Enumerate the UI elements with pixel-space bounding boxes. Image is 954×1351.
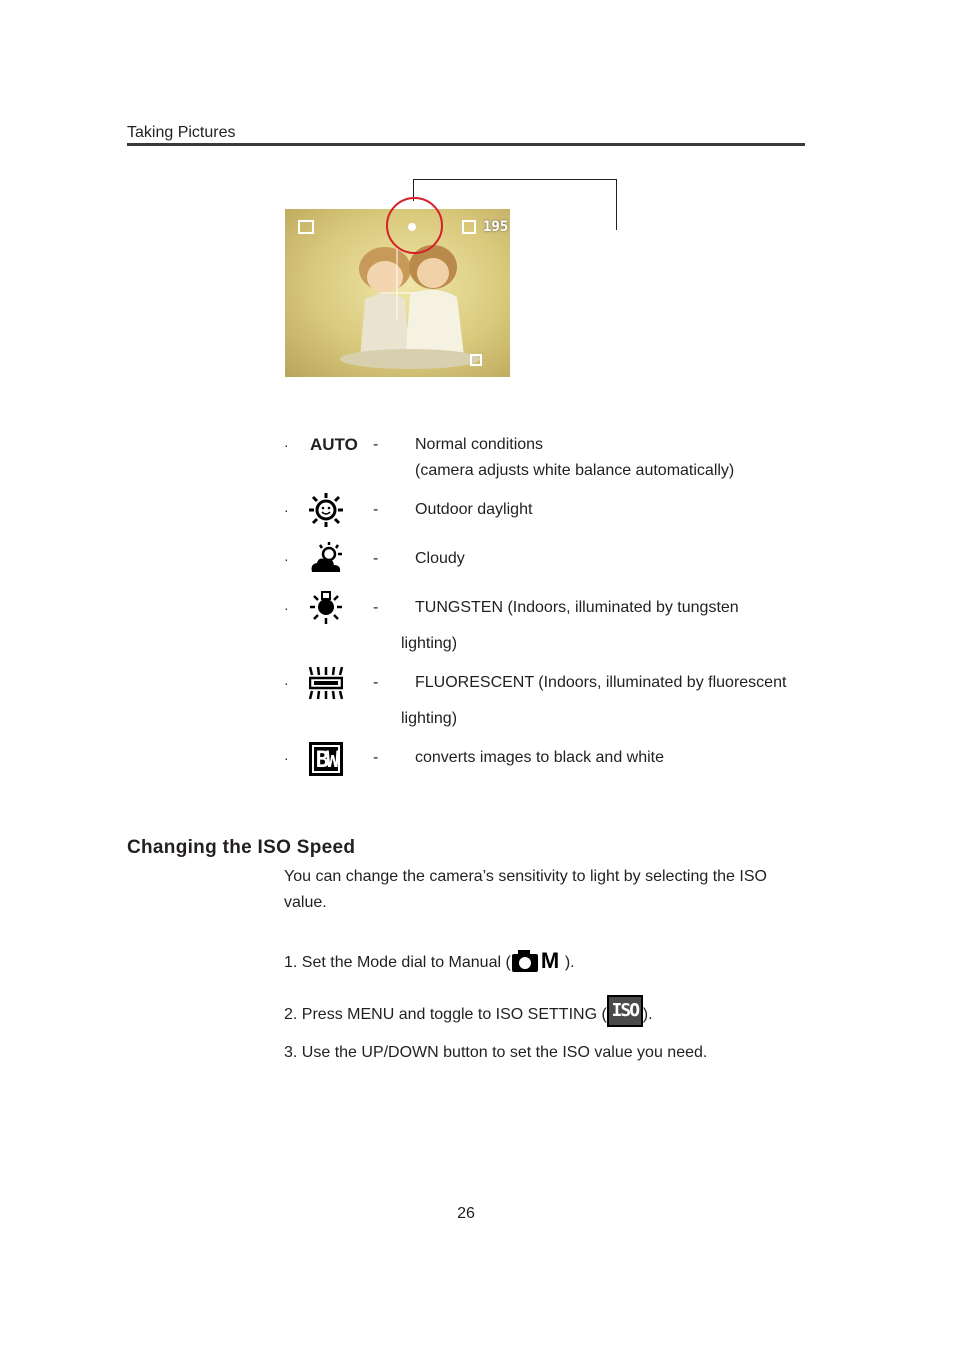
wb-tungsten-description: TUNGSTEN (Indoors, illuminated by tungsten bbox=[415, 599, 739, 616]
callout-line bbox=[616, 179, 617, 230]
page-number: 26 bbox=[457, 1205, 475, 1222]
step-1 bbox=[284, 948, 575, 973]
callout-line bbox=[413, 179, 617, 180]
step-number: 3. bbox=[284, 1044, 298, 1061]
step-text-end: ). bbox=[564, 954, 575, 972]
auto-label: AUTO bbox=[310, 435, 358, 454]
step-2 bbox=[284, 1000, 653, 1027]
wb-fluorescent-description-2: lighting) bbox=[401, 710, 458, 727]
tungsten-icon bbox=[309, 591, 343, 625]
step-text-end: ). bbox=[642, 1006, 653, 1024]
iso-setting-icon: ISO bbox=[607, 995, 643, 1027]
step-number: 2. bbox=[284, 1006, 298, 1024]
shot-counter: 195 bbox=[483, 219, 509, 235]
step-text: Press MENU and toggle to ISO SETTING ( bbox=[301, 1006, 607, 1024]
step-3 bbox=[284, 1044, 707, 1062]
wb-cloudy-description: Cloudy bbox=[415, 550, 465, 567]
list-dash: - bbox=[373, 599, 379, 616]
header-rule bbox=[127, 143, 805, 146]
callout-highlight-circle bbox=[386, 197, 443, 254]
wb-tungsten-description-2: lighting) bbox=[401, 635, 458, 652]
running-header: Taking Pictures bbox=[127, 124, 236, 141]
list-dash: - bbox=[373, 436, 379, 453]
wb-daylight-description: Outdoor daylight bbox=[415, 501, 533, 518]
iso-intro-paragraph: You can change the camera’s sensitivity to light by selecting the ISO value. bbox=[284, 868, 767, 911]
list-dash: - bbox=[373, 674, 379, 691]
wb-bw-description: converts images to black and white bbox=[415, 749, 665, 766]
section-title: Changing the ISO Speed bbox=[127, 837, 356, 858]
list-bullet: · bbox=[284, 437, 289, 453]
list-dash: - bbox=[373, 550, 379, 567]
cloudy-icon bbox=[309, 542, 343, 576]
list-dash: - bbox=[373, 749, 379, 766]
list-bullet: · bbox=[284, 502, 289, 518]
step-number: 1. bbox=[284, 954, 298, 972]
step-text: Use the UP/DOWN button to set the ISO value you need. bbox=[301, 1044, 708, 1061]
list-bullet: · bbox=[284, 551, 289, 567]
daylight-icon bbox=[309, 493, 343, 527]
list-dash: - bbox=[373, 501, 379, 518]
wb-fluorescent-description: FLUORESCENT (Indoors, illuminated by fluorescent bbox=[415, 674, 787, 691]
fluorescent-icon bbox=[309, 666, 343, 700]
step-text: Set the Mode dial to Manual ( bbox=[301, 954, 511, 972]
manual-mode-letter: M bbox=[540, 948, 560, 973]
list-bullet: · bbox=[284, 750, 289, 766]
bw-icon: BW bbox=[309, 742, 343, 776]
list-bullet: · bbox=[284, 600, 289, 616]
wb-auto-description: Normal conditions bbox=[415, 436, 544, 453]
camera-icon bbox=[511, 949, 539, 973]
list-bullet: · bbox=[284, 675, 289, 691]
manual-mode-icon bbox=[511, 949, 565, 973]
wb-auto-description-2: (camera adjusts white balance automatically) bbox=[415, 462, 735, 479]
